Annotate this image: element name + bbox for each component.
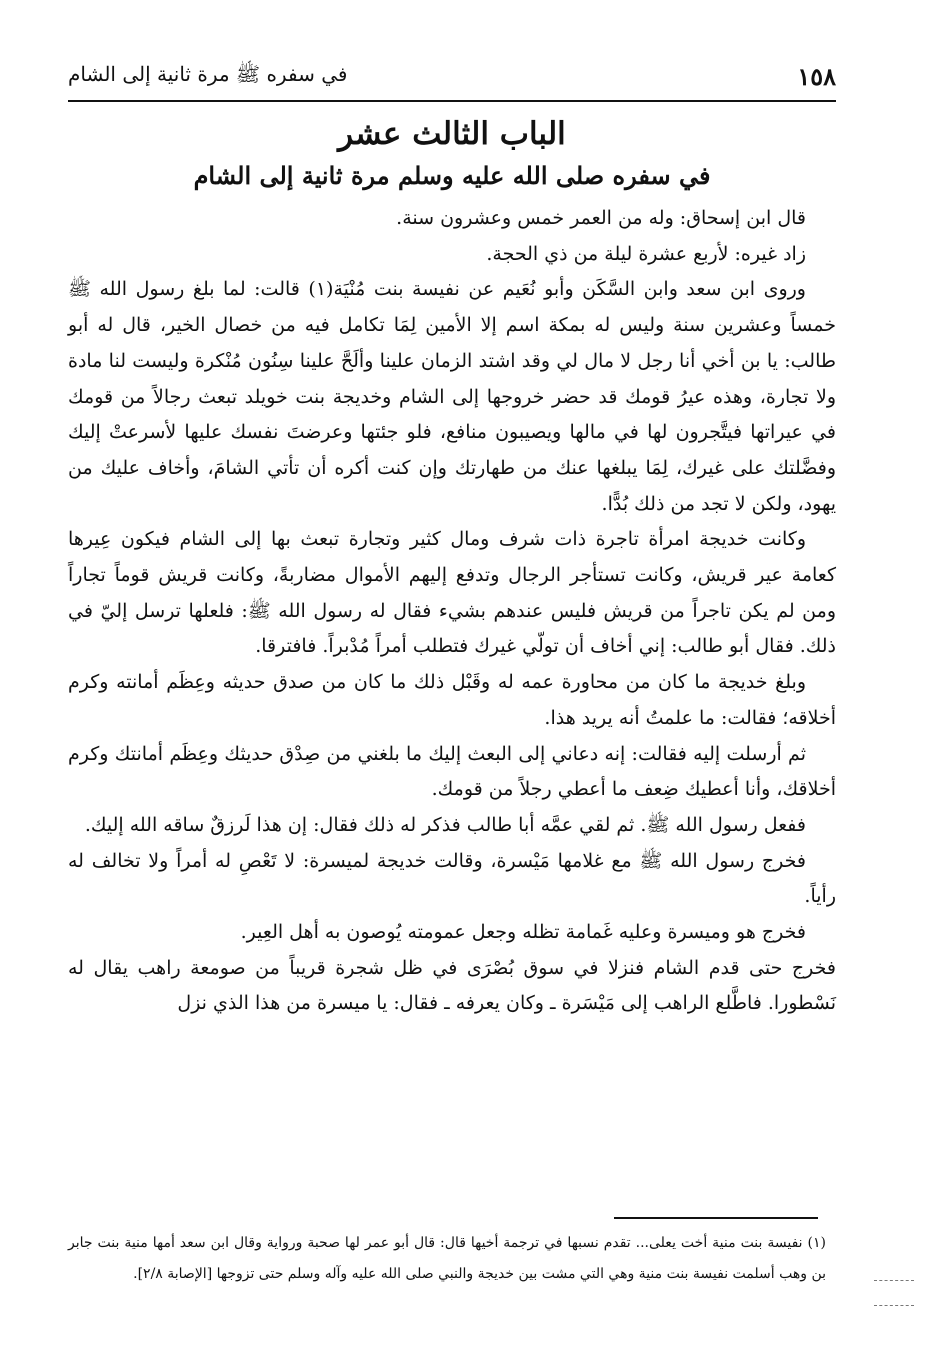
footnote xyxy=(68,1228,826,1290)
running-title: في سفره ﷺ مرة ثانية إلى الشام xyxy=(68,61,348,86)
scan-margin-mark xyxy=(874,1280,914,1306)
paragraph: ثم أرسلت إليه فقالت: إنه دعاني إلى البعث إليك ما بلغني من صِدْق حديثك وعِظَم أمانتك وكرم أخلاقك، وأنا أعطيك ضِعف ما أعطي رجلاً من قومك. xyxy=(68,742,836,801)
page-header xyxy=(68,56,836,96)
paragraph: وروى ابن سعد وابن السَّكَن وأبو نُعَيم عن نفيسة بنت مُنْيَة(١) قالت: لما بلغ رسول الله ﷺ خمساً وعشرين سنة وليس له بمكة اسم إلا الأمين لِمَا تكامل فيه من خصال الخير، قال له أبو طالب: يا بن أخي أنا رجل لا مال لي وقد اشتد الزمان علينا وألَحَّ علينا سِنُون مُنْكرة وليست لنا مادة ولا تجارة، وهذه عيرُ قومك قد حضر خروجها إلى الشام وخديجة بنت خويلد تبعث رجالاً من قومك في عيراتها فيتَّجرون لها في مالها ويصيبون منافع، فلو جئتها وعرضتَ نفسك عليها لأسرعتْ إليك وفضَّلتك على غيرك، لِمَا يبلغها عنك من طهارتك وإن كنت أكره أن تأتي الشامَ، وأخاف عليك من يهود، ولكن لا تجد من ذلك بُدًّا. xyxy=(68,278,836,515)
paragraph: فخرج رسول الله ﷺ مع غلامها مَيْسرة، وقالت خديجة لميسرة: لا تَعْصِ له أمراً ولا تخالف له رأياً. xyxy=(68,849,836,908)
chapter-title: الباب الثالث عشر xyxy=(338,116,566,152)
body-text xyxy=(68,201,836,1022)
paragraph: فخرج هو وميسرة وعليه غَمامة تظله وجعل عمومته يُوصون به أهل العِير. xyxy=(240,921,806,944)
header-divider xyxy=(68,100,836,102)
footnote-divider xyxy=(614,1217,818,1219)
paragraph: ففعل رسول الله ﷺ. ثم لقي عمَّه أبا طالب فذكر له ذلك فقال: إن هذا لَرزقٌ ساقه الله إليك. xyxy=(84,813,806,836)
footnote-text: (١) نفيسة بنت منية أخت يعلى... تقدم نسبها في ترجمة أخيها قال: قال أبو عمر لها صحبة ورواية وقال ابن سعد أمها منية بنت جابر بن وهب أسلمت نفيسة بنت منية وهي التي مشت بين خديجة والنبي صلى الله عليه وآله وسلم حتى تزوجها [الإصابة ٢/٨]. xyxy=(68,1235,826,1282)
paragraph: وكانت خديجة امرأة تاجرة ذات شرف ومال كثير وتجارة تبعث بها إلى الشام فيكون عِيرها كعامة عير قريش، وكانت تستأجر الرجال وتدفع إليهم الأموال مضاربةً، وكانت قريش قوماً تجاراً ومن لم يكن تاجراً من قريش فليس عندهم بشيء فقال له رسول الله ﷺ: فلعلها ترسل إليّ في ذلك. فقال أبو طالب: إني أخاف أن تولّي غيرك فتطلب أمراً مُدْبراً. فافترقا. xyxy=(68,528,836,658)
paragraph: وبلغ خديجة ما كان من محاورة عمه له وقَبْل ذلك ما كان من صدق حديثه وعِظَم أمانته وكرم أخلاقه؛ فقالت: ما علمتُ أنه يريد هذا. xyxy=(68,671,836,729)
paragraph: قال ابن إسحاق: وله من العمر خمس وعشرون سنة. xyxy=(396,207,806,229)
paragraph: فخرج حتى قدم الشام فنزلا في سوق بُصْرَى في ظل شجرة قريباً من صومعة راهب يقال له نَسْطورا. فاطَّلع الراهب إلى مَيْسَرة ـ وكان يعرفه ـ فقال: يا ميسرة من هذا الذي نزل xyxy=(68,956,836,1015)
page-number: ١٥٨ xyxy=(797,61,836,91)
paragraph: زاد غيره: لأربع عشرة ليلة من ذي الحجة. xyxy=(486,242,806,265)
chapter-subtitle: في سفره صلى الله عليه وسلم مرة ثانية إلى الشام xyxy=(193,161,711,190)
